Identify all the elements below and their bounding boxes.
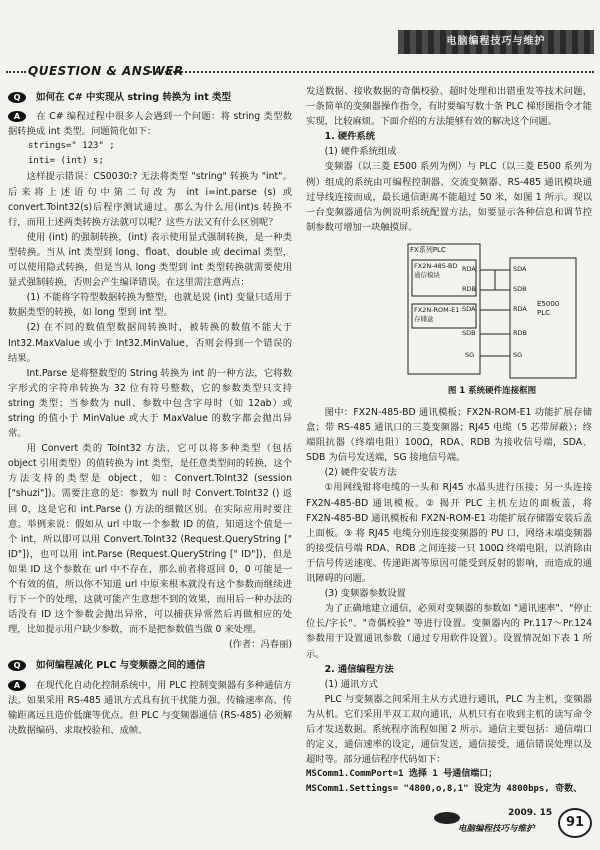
magazine-name: 电脑编程技巧与维护 [458, 824, 535, 834]
left-column [8, 90, 292, 738]
pin-label: SDA [513, 265, 527, 273]
section-heading: 1. 硬件系统 [324, 131, 376, 143]
right-column-bottom [306, 405, 592, 797]
subsection-heading: (1) 通讯方式 [324, 678, 378, 690]
code-line-2: inti= (int) s; [28, 156, 104, 167]
paragraph: (2) 在不同的数值型数据间转换时，被转换的数值不能大于 Int32.MaxValue 或小于 Int32.MinValue，否则会得到一个错误的结果。 [8, 322, 292, 364]
paragraph: ①用网线钳将电缆的一头和 RJ45 水晶头进行压接；另一头连接 FX2N-485-BD 通讯模板。② 揭开 PLC 主机左边的面板盖，将 FX2N-485-BD 通讯模板和 FX2N-ROM-E1 功能扩展存储器安装后盖上面板。③ 将 RJ45 电缆分别连接变频器的 PU 口，网络末端变频器的接受信号端 RDA、RDB 之间连接一只 100Ω 终端电阻，以消除由于信号传送速度、传递距离等原因可能受到反射的影响，而造成的通讯障碍的问题。 [306, 482, 592, 585]
section-heading: 2. 通信编程方法 [324, 663, 394, 675]
paragraph: 变频器（以三菱 E500 系列为例）与 PLC（以三菱 E500 系列为例）组成的系统由可编程控制器、交流变频器、RS-485 通讯模块通过导线连接而成，最长通信距离不能超过 50 米，如图 1 所示。现以一台变频器通信为例说明系统配置方法，如要显示各种信息和调节控制参数可增加一块触摸屏。 [306, 161, 592, 233]
right-column-top [306, 84, 592, 235]
divider-right [150, 71, 594, 73]
paragraph: 发送数据、接收数据的奇偶校验、超时处理和出错重发等技术问题，一条简单的变频器操作指令，有时要编写数十条 PLC 梯形图指令才能实现，比较麻烦。下面介绍的方法能够有效的解决这个问题。 [306, 86, 592, 128]
pin-label: RDB [462, 285, 476, 293]
header-band: 电脑编程技巧与维护 [398, 30, 594, 54]
subsection-heading: (1) 硬件系统组成 [324, 146, 397, 158]
question-2-title: 如何编程减化 PLC 与变频器之间的通信 [36, 660, 206, 672]
pin-label: SG [513, 351, 523, 359]
mouse-icon [434, 812, 460, 824]
question-1 [8, 90, 292, 105]
subsection-heading: (3) 变频器参数设置 [324, 588, 406, 600]
a-badge: A [8, 111, 26, 122]
paragraph: 用 Convert 类的 ToInt32 方法，它可以将多种类型（包括 object 引用类型）的值转换为 int 类型，是任意类型间的转换，这个方法支持的类型是 object，如：Convert.ToInt32 (session ["shuzi"])。需要注意的是：参数为 null 时 Convert.ToInt32 () 返回 0，这是它和 int.Parse () 方法的细微区别。在实际应用时要注意。举例来说：假如从 url 中取一个参数 ID 的值，知道这个值是一个 int，所以即可以用 Convert.ToInt32 (Request.QueryString [" ID"])，也可以用 int.Parse (Request.QueryString [" ID"])，但是如果 ID 这个参数在 url 中不存在，那么前者将返回 0，0 可能是一个有效的值，所以你不知道 url 中原来根本就没有这个参数而继续进行下一个的处理，这就可能产生意想不到的效果，而用后一种办法的话没有 ID 这个参数会抛出异常，可以捕获异常然后再做相应的处理，比如提示用户缺少参数，而不是把参数值当做 0 来处理。 [8, 443, 292, 636]
plc-label: FX系列PLC [410, 246, 446, 254]
pin-label: RDB [513, 329, 527, 337]
paragraph: Int.Parse 是将整数型的 String 转换为 int 的一种方法，它将数字形式的字符串转换为 32 位有符号整数，它的参数类型只支持 string 类型；当参数为 null、参数中包含字母时（如 12ab）或 string 的值小于 MinValue 或大于 MaxValue 的数字都会抛出异常。 [8, 367, 292, 440]
inverter-label: E5000 PLC [537, 300, 560, 317]
paragraph: 这样提示错误：CS0030:? 无法将类型 "string" 转换为 "int"。后来将上述语句中第二句改为 int i=int.parse (s) 或 convert.Toint32(s)后程序测试通过。那么为什么用(int)s 转换不行，而用上述两类转换方法就可以呢？这些方法又有什么区别呢？ [8, 171, 292, 228]
question-1-title: 如何在 C# 中实现从 string 转换为 int 类型 [36, 92, 232, 103]
comm-module-label: FX2N-485-BD 通信模块 [414, 262, 458, 279]
answer-2: A 在现代化自动化控制系统中，用 PLC 控制变频器有多种通信方法。如果采用 RS-485 通讯方式具有抗干扰能力强、传输速率高、传输距离远且造价低廉等优点。但 PLC 与变频器通信 (RS-485) 必须解决数据编码、求取校验和、成帧、 [8, 679, 292, 736]
question-2 [8, 658, 292, 673]
answer-1-intro: A 在 C# 编程过程中很多人会遇到一个问题：将 string 类型数据转换成 int 类型。问题简化如下： [8, 111, 292, 138]
page-number: 91 [558, 808, 592, 838]
paragraph: 使用 (int) 的强制转换，(int) 表示使用显式强制转换，是一种类型转换。当从 int 类型到 long、float、double 或 decimal 类型，可以使用隐式转换，但是当从 long 类型到 int 类型转换就需要使用显式强制转换，否则会产生编译错误。在这里需注意两点： [8, 231, 292, 289]
paragraph: 图中：FX2N-485-BD 通讯模板；FX2N-ROM-E1 功能扩展存储盒；带 RS-485 通讯口的三菱变频器；RJ45 电缆（5 芯带屏蔽）；终端阻抗器（终端电阻）100Ω，RDA、RDB 为接收信号端，SDA、SDB 为信号发送端，SG 接地信号端。 [306, 407, 592, 464]
pin-label: SDA [462, 305, 476, 313]
pin-label: RDA [513, 305, 527, 313]
subsection-heading: (2) 硬件安装方法 [324, 467, 397, 479]
wires [480, 270, 510, 356]
inverter-box [510, 258, 576, 378]
paragraph: (1) 不能将字符型数据转换为整型，也就是说 (int) 变量只适用于数据类型的转换，如 long 型到 int 型。 [8, 292, 292, 319]
storage-label: FX2N-ROM-E1 存储盒 [414, 306, 460, 323]
figure-caption: 图 1 系统硬件连接框图 [447, 386, 537, 396]
q-badge: Q [8, 660, 26, 671]
issue-number: 2009. 15 [508, 808, 553, 818]
paragraph: PLC 与变频器之间采用主从方式进行通讯，PLC 为主机，变频器为从机。它们采用半双工双向通讯，从机只有在收到主机的读写命令后才发送数据。系统程序流程如图 2 所示。通信主要包括：通信端口的定义，通信速率的设定，通信发送，通信接受，通信错误处理以及超时等。部分通信程序代码如下： [306, 693, 592, 766]
author: (作者：冯春丽) [228, 639, 292, 651]
code-line-4: MSComm1.Settings= "4800,o,8,1" 设定为 4800bps, 奇数、 [306, 784, 583, 795]
pin-label: RDA [462, 265, 476, 273]
figure-1 [402, 238, 582, 403]
paragraph: 为了正确地建立通信，必须对变频器的参数如 "通讯速率"、"停止位长/字长"、"奇偶校验" 等进行设置。变频器内的 Pr.117～Pr.124 参数用于设置通讯参数（通过专用软件设置）。设置情况如下表 1 所示。 [306, 603, 592, 660]
code-line-1: strings=" 123" ; [28, 141, 115, 152]
pin-label: SG [465, 351, 475, 359]
code-line-3: MSComm1.CommPort=1 选择 1 号通信端口； [306, 769, 498, 780]
section-title: QUESTION & ANSWER [28, 64, 184, 78]
a-badge: A [8, 680, 26, 691]
divider-left [6, 71, 26, 73]
pin-label: SDB [513, 285, 527, 293]
q-badge: Q [8, 92, 26, 103]
pin-label: SDB [462, 329, 476, 337]
